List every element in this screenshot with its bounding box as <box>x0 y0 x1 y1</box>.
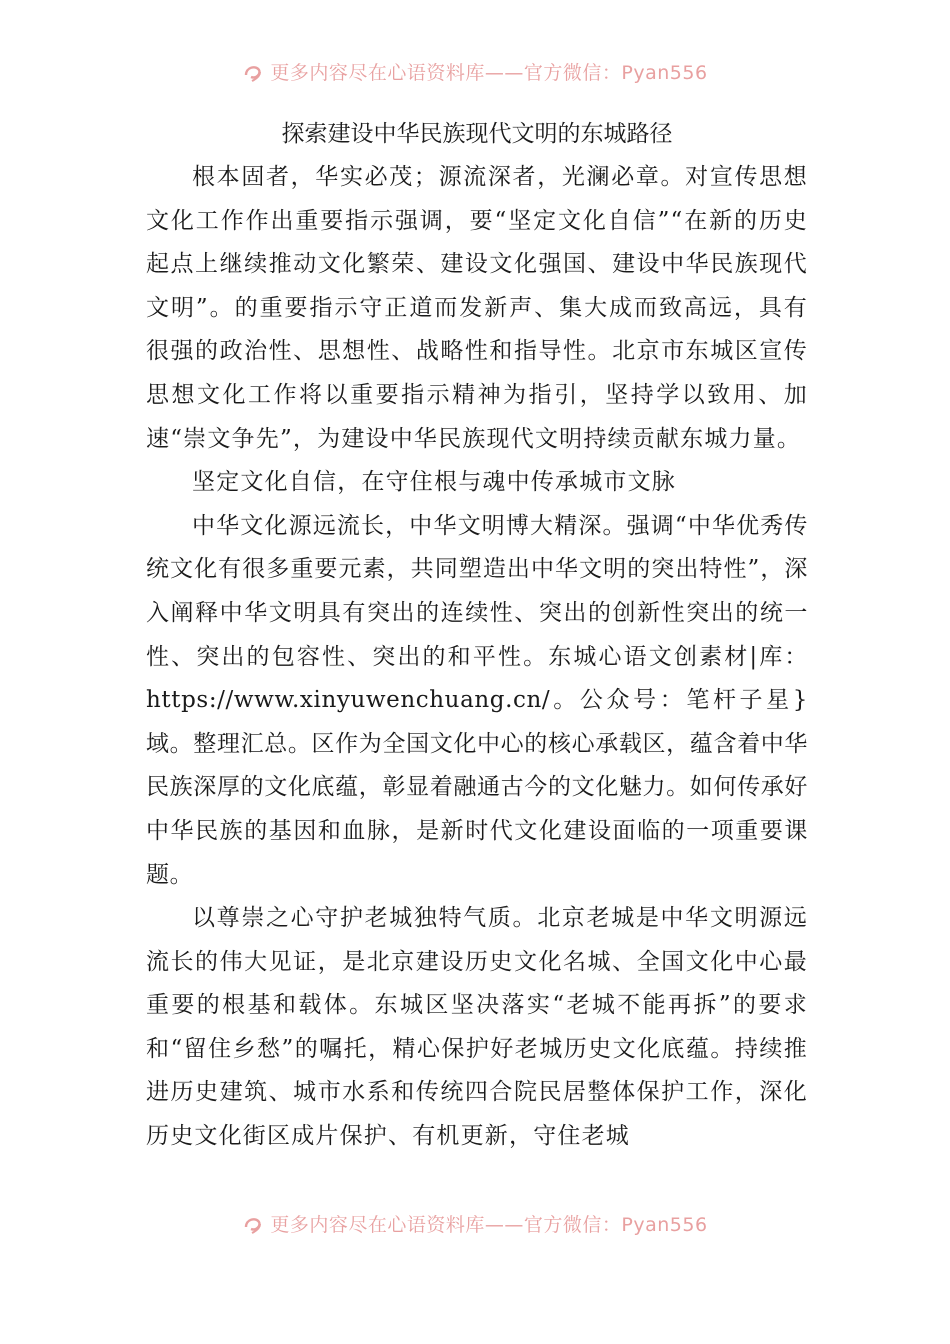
paragraph-intro: 根本固者，华实必茂；源流深者，光澜必章。对宣传思想文化工作作出重要指示强调，要“坚定文化自信”“在新的历史起点上继续推动文化繁荣、建设文化强国、建设中华民族现代文明”。的重要指示守正道而发新声、集大成而致高远，具有很强的政治性、思想性、战略性和指导性。北京市东城区宣传思想文化工作将以重要指示精神为指引，坚持学以致用、加速“崇文争先”，为建设中华民族现代文明持续贡献东城力量。 <box>146 164 808 452</box>
footer-watermark-text: 更多内容尽在心语资料库——官方微信：Pyan556 <box>270 1214 708 1236</box>
paragraph-old-city: 以尊崇之心守护老城独特气质。北京老城是中华文明源远流长的伟大见证，是北京建设历史文化名城、全国文化中心最重要的根基和载体。东城区坚决落实“老城不能再拆”的要求和“留住乡愁”的嘱托，精心保护好老城历史文化底蕴。持续推进历史建筑、城市水系和传统四合院民居整体保护工作，深化历史文化街区成片保护、有机更新，守住老城 <box>146 905 808 1150</box>
header-watermark-text: 更多内容尽在心语资料库——官方微信：Pyan556 <box>270 62 708 84</box>
watermark-logo-icon <box>242 61 264 83</box>
document-title: 探索建设中华民族现代文明的东城路径 <box>281 121 673 147</box>
section-subheading: 坚定文化自信，在守住根与魂中传承城市文脉 <box>192 469 676 496</box>
footer-watermark <box>0 1210 950 1237</box>
document-body <box>146 112 808 1159</box>
header-watermark <box>0 58 950 85</box>
watermark-logo-icon <box>242 1213 264 1235</box>
paragraph-culture: 中华文化源远流长，中华文明博大精深。强调“中华优秀传统文化有很多重要元素，共同塑造出中华文明的突出特性”，深入阐释中华文明具有突出的连续性、突出的创新性突出的统一性、突出的包容性、突出的和平性。东城心语文创素材|库：https://www.xinyuwenchuang.cn/。公众号：笔杆子星}域。整理汇总。区作为全国文化中心的核心承载区，蕴含着中华民族深厚的文化底蕴，彰显着融通古今的文化魅力。如何传承好中华民族的基因和血脉，是新时代文化建设面临的一项重要课题。 <box>146 512 808 888</box>
